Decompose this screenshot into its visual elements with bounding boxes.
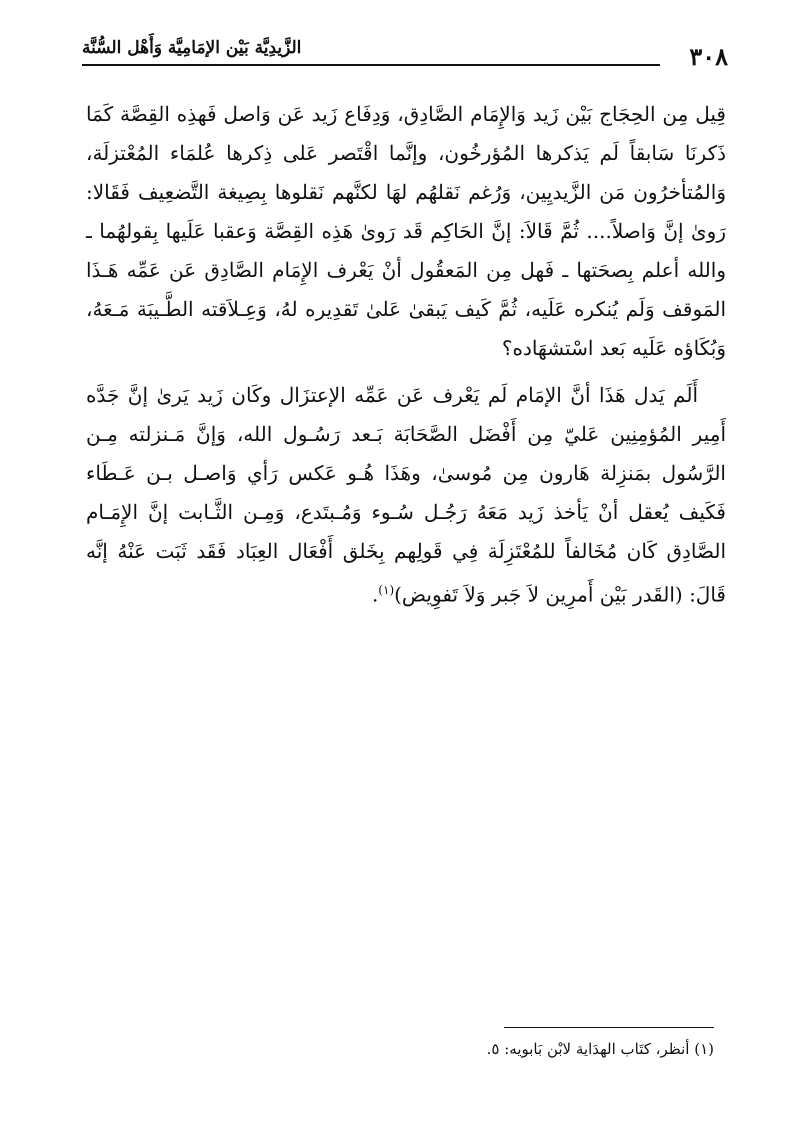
footnote-number: (١) — [694, 1040, 714, 1058]
paragraph-2-text: أَلَم يَدل هَذَا أنَّ الإمَام لَم يَعْرف عَن عَمِّه الإعتزَال وكَان زَيد يَرىٰ إنَّ جَدَّه أَمِير المُؤمِنِين عَليّ مِن أَفْضَل الصَّحَابَة بَـعد رَسُـول الله، وَإنَّ مَـنزلته مِـن الرَّسُول بمَنزِلة هَارون مِن مُوسىٰ، وهَذَا هُـو عَكس رَأي وَاصـل بـن عَـطَاء فَكَيف يُعقل أنْ يَأخذ زَيد مَعَهُ رَجُـل سُـوء وَمُـبتَدع، وَمِـن الثَّـابت إنَّ الإِمَـام الصَّادِق كَان مُخَالفاً للمُعْتَزِلَة فِي قَولِهم بِخَلق أَفْعَال العِبَاد فَقَد ثَبَت عَنْهُ إنَّه قَالَ: (القَدر بَيْن أَمرِين لاَ جَبر وَلاَ تَفوِيض) — [86, 383, 727, 607]
paragraph-2 — [86, 376, 726, 615]
page-header — [82, 28, 728, 72]
footnote-reference: (١) — [378, 583, 395, 597]
running-title: الزَّيدِيَّة بَيْن الإمَامِيَّة وَأَهْل السُّنَّة — [82, 38, 302, 58]
footnote-rule — [504, 1027, 714, 1028]
paragraph-1: قِيل مِن الحِجَاج بَيْن زَيد وَالإِمَام الصَّادِق، وَدِفَاع زَيد عَن وَاصل فَهذِه القِصَّة كَمَا ذَكرنَا سَابقاً لَم يَذكرها المُؤرخُون، وإنَّما اقْتَصر عَلى ذِكرها عُلمَاء المُعْتزلَة، وَالمُتأخرُون مَن الزَّيديِين، وَرُغم نَقلهُم لهَا لكنَّهم نَقلوها بِصِيغة التَّضعِيف فَقَالا: رَوىٰ إنَّ وَاصلاً.... ثُمَّ قَالاَ: إنَّ الحَاكِم قَد رَوىٰ هَذِه القِصَّة وَعقبا عَلَيها بِقولهُما ـ والله أعلم بِصحَتها ـ فَهل مِن المَعقُول أنْ يَعْرف الإِمَام الصَّادِق عَن عَمِّه هَـذَا المَوقف وَلَم يُنكره عَلَيه، ثُمَّ كَيف يَبقىٰ عَلىٰ تَقدِيره لهُ، وَعِـلاَقته الطَّـيبَة مَـعَهُ، وَبُكَاؤه عَلَيه بَعد اسْتشهَاده؟ — [86, 102, 726, 360]
footnote — [74, 1040, 714, 1058]
header-rule — [82, 64, 660, 66]
footnote-text: أنظر، كتَاب الهدَاية لابْن بَابويه: ٥. — [486, 1040, 690, 1058]
body-text — [86, 95, 726, 615]
closing-punctuation: . — [371, 582, 379, 607]
page-number: ٣٠٨ — [689, 42, 728, 71]
